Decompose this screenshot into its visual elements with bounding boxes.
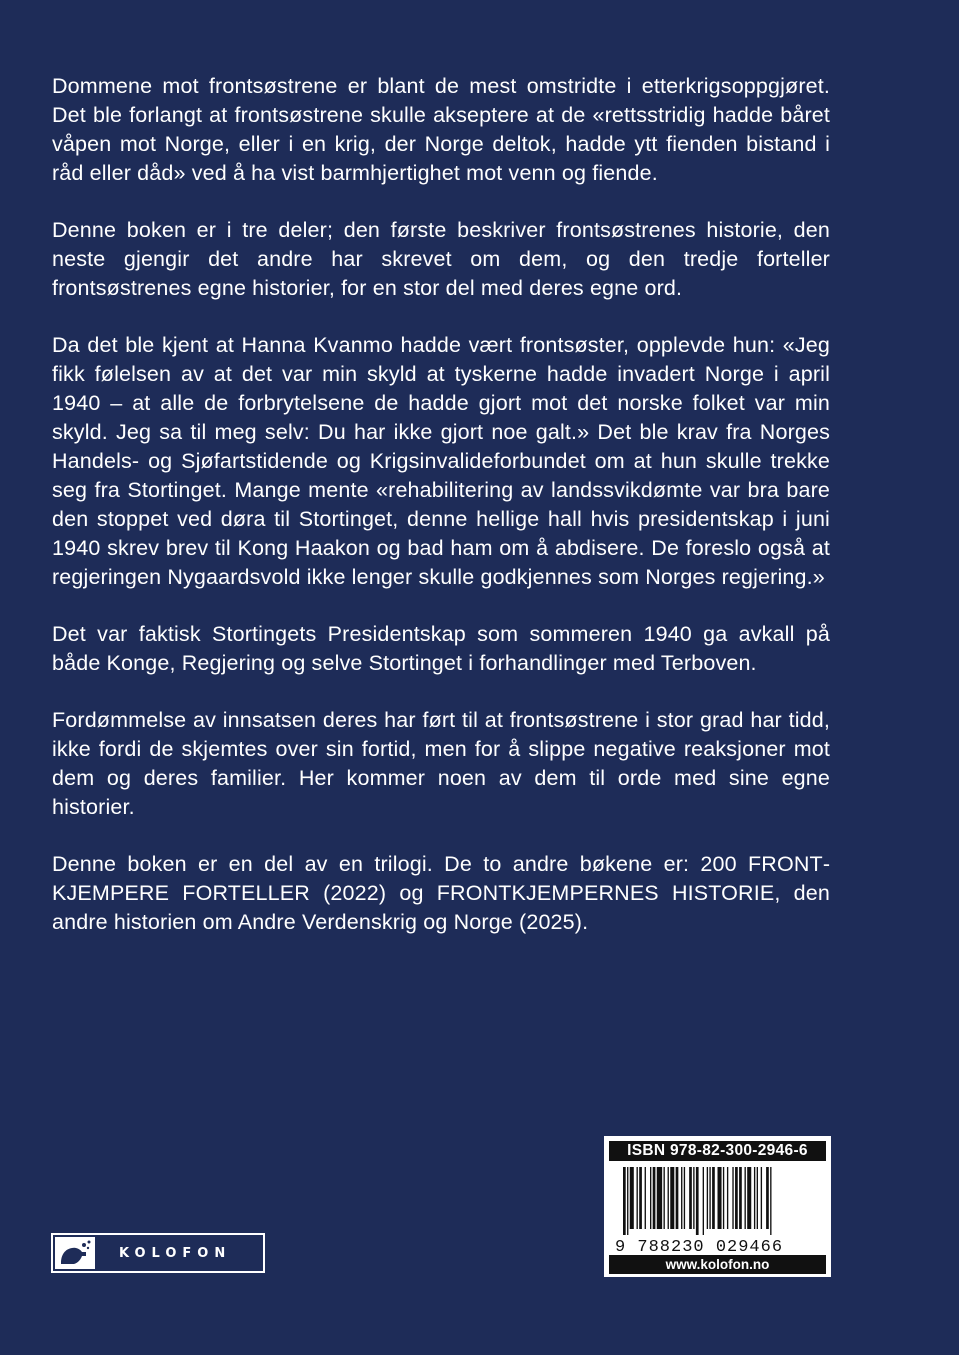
- publisher-name: KOLOFON: [119, 1245, 232, 1261]
- barcode-bar: [650, 1167, 651, 1229]
- blurb-paragraph-1: Dommene mot frontsøstrene er blant de mest omstridte i etterkrigsoppgjøret. Det ble forlangt at frontsøstrene skulle akseptere at de «rettsstridig hadde båret våpen mot Norge, eller i en krig, der Norge deltok, hadde ytt fienden bistand i råd eller dåd» ved å ha vist barmhjertighet mot venn og fiende.: [52, 74, 830, 185]
- barcode-bar: [676, 1167, 679, 1229]
- back-cover-blurb: [52, 72, 830, 965]
- publisher-logo: [51, 1233, 265, 1273]
- barcode-bar: [735, 1167, 738, 1229]
- barcode-bar: [637, 1167, 638, 1229]
- barcode-bar: [709, 1167, 710, 1229]
- barcode-bar: [639, 1167, 642, 1229]
- barcode-bar: [754, 1167, 755, 1229]
- barcode-bar: [645, 1167, 646, 1229]
- barcode-bar: [623, 1167, 626, 1235]
- blurb-paragraph-3: Da det ble kjent at Hanna Kvanmo hadde vært frontsøster, opplevde hun: «Jeg fikk følelsen av at det var min skyld at tyskerne hadde invadert Norge i april 1940 – at alle de forbrytelsene de hadde gjort mot det norske folket var min skyld. Jeg sa til meg selv: Du har ikke gjort noe galt.» Det ble krav fra Norges Handels- og Sjøfartstidende og Krigsinvalideforbundet om at hun skulle trekke seg fra Stortinget. Mange mente «rehabilitering av landssvikdømte var bra bare den stoppet ved døra til Stortinget, denne hellige hall hvis presidentskap i juni 1940 skrev brev til Kong Haakon og bad ham om å abdisere. De foreslo også at regjeringen Nygaardsvold ikke lenger skulle godkjennes som Norges regjering.»: [52, 333, 830, 589]
- isbn-label: ISBN 978-82-300-2946-6: [609, 1141, 826, 1161]
- barcode-bar: [766, 1167, 769, 1229]
- barcode: [609, 1165, 826, 1253]
- barcode-bar: [657, 1167, 662, 1229]
- barcode-bar: [681, 1167, 682, 1229]
- barcode-bar: [718, 1167, 722, 1229]
- barcode-bar: [684, 1167, 685, 1229]
- barcode-bar: [770, 1167, 771, 1235]
- blurb-paragraph-4: Det var faktisk Stortingets Presidentskap som sommeren 1940 ga avkall på både Konge, Regjering og selve Stortinget i forhandlinger med Terboven.: [52, 622, 830, 675]
- barcode-bar: [739, 1167, 742, 1229]
- barcode-bar: [668, 1167, 669, 1229]
- barcode-bar: [664, 1167, 665, 1229]
- barcode-bar: [703, 1167, 704, 1235]
- barcode-bar: [732, 1167, 733, 1229]
- barcode-bar: [630, 1167, 634, 1229]
- barcode-bar: [693, 1167, 694, 1229]
- barcode-bar: [761, 1167, 762, 1229]
- barcode-bar: [689, 1167, 692, 1229]
- barcode-bar: [712, 1167, 715, 1229]
- barcode-digits: 9 788230 029466: [615, 1238, 784, 1253]
- barcode-bar: [653, 1167, 656, 1229]
- blurb-paragraph-5: Fordømmelse av innsatsen deres har ført til at frontsøstrene i stor grad har tidd, ikke fordi de skjemtes over sin fortid, men for å slippe negative reaksjoner mot dem og deres familier. Her kommer noen av dem til orde med sine egne historier.: [52, 708, 830, 819]
- barcode-bar: [723, 1167, 724, 1229]
- isbn-barcode-block: [604, 1136, 831, 1277]
- barcode-bar: [670, 1167, 674, 1229]
- barcode-bar: [757, 1167, 758, 1229]
- barcode-bar: [727, 1167, 728, 1229]
- blurb-paragraph-6: Denne boken er en del av en trilogi. De to andre bøkene er: 200 FRONTKJEMPERE FORTELLER (2022) og FRONTKJEMPERNES HISTORIE, den andre historien om Andre Verdenskrig og Norge (2025).: [52, 852, 830, 934]
- barcode-bar: [707, 1167, 708, 1229]
- barcode-bar: [747, 1167, 751, 1229]
- publisher-url: www.kolofon.no: [609, 1255, 826, 1274]
- barcode-bar: [745, 1167, 746, 1229]
- kolofon-mark-icon: [53, 1235, 97, 1271]
- barcode-bar: [696, 1167, 699, 1235]
- blurb-paragraph-2: Denne boken er i tre deler; den første beskriver frontsøstrenes historie, den neste gjengir det andre har skrevet om dem, og den tredje forteller frontsøstrenes egne historier, for en stor del med deres egne ord.: [52, 218, 830, 300]
- barcode-bar: [627, 1167, 628, 1235]
